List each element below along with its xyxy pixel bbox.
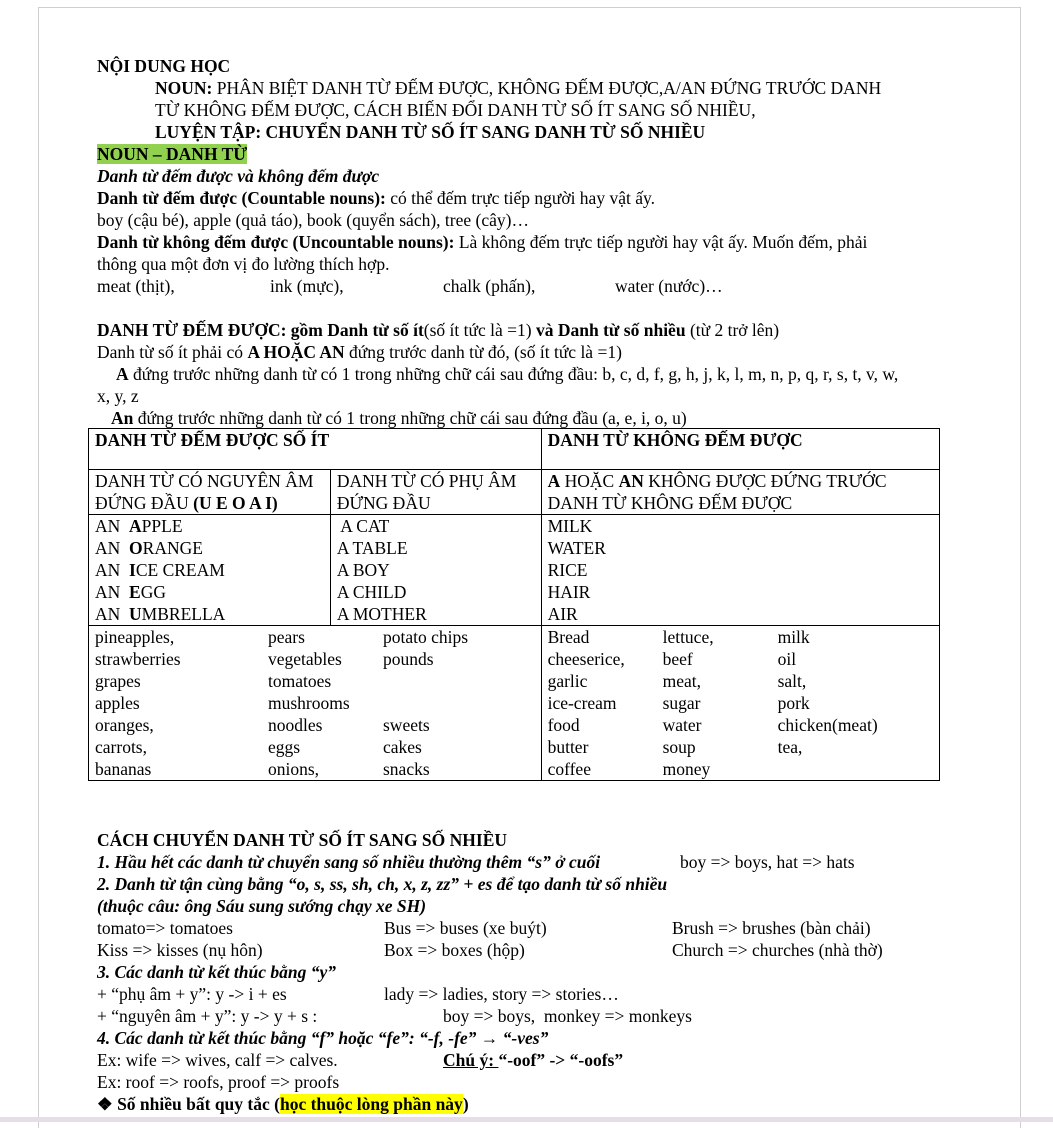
rule-3-vowel-example: boy => boys, monkey => monkeys <box>443 1006 692 1026</box>
word-item: chicken(meat) <box>777 715 878 735</box>
countable-word-list <box>89 626 542 781</box>
countable-definition: Danh từ đếm được (Countable nouns): có thể đếm trực tiếp người hay vật ấy. <box>97 188 655 208</box>
uncountable-examples <box>541 515 939 626</box>
list-item: A BOY <box>336 560 390 580</box>
word-item: vegetables <box>268 649 342 669</box>
word-item: salt, <box>777 671 807 691</box>
uncountable-example-1: meat (thịt), <box>97 276 175 296</box>
list-item: WATER <box>547 538 606 558</box>
an-article-rule: An đứng trước những danh từ có 1 trong những chữ cái sau đứng đầu (a, e, i, o, u) <box>111 408 687 428</box>
uncountable-example-2: ink (mực), <box>270 276 344 296</box>
rule-4-example-2: Ex: roof => roofs, proof => proofs <box>97 1072 340 1092</box>
practice-line: LUYỆN TẬP: CHUYỂN DANH TỪ SỐ ÍT SANG DANH TỪ SỐ NHIỀU <box>155 122 706 142</box>
noun-heading: NOUN – DANH TỪ <box>97 144 248 164</box>
list-item: HAIR <box>547 582 591 602</box>
word-item: pears <box>268 627 305 647</box>
word-item: cheeserice, <box>547 649 625 669</box>
list-item: AN ORANGE <box>95 538 203 558</box>
word-item: beef <box>662 649 693 669</box>
noun-table <box>88 428 940 781</box>
word-item: tomatoes <box>268 671 332 691</box>
word-item: onions, <box>268 759 320 779</box>
word-item: pineapples, <box>95 627 175 647</box>
a-article-rule: A đứng trước những danh từ có 1 trong những chữ cái sau đứng đầu: b, c, d, f, g, h, j, k, l, m, n, p, q, r, s, t, v, w, <box>116 364 899 384</box>
rule-3-vowel: + “nguyên âm + y”: y -> y + s : <box>97 1006 318 1026</box>
vowel-examples <box>89 515 331 626</box>
example-church: Church => churches (nhà thờ) <box>672 940 883 960</box>
vowel-header: DANH TỪ CÓ NGUYÊN ÂM ĐỨNG ĐẦU (U E O A I) <box>89 470 331 515</box>
rule-4-example: Ex: wife => wives, calf => calves. <box>97 1050 338 1070</box>
example-bus: Bus => buses (xe buýt) <box>384 918 547 938</box>
noun-topic-line-2: TỪ KHÔNG ĐẾM ĐƯỢC, CÁCH BIẾN ĐỔI DANH TỪ SỐ ÍT SANG SỐ NHIỀU, <box>155 100 756 120</box>
list-item: MILK <box>547 516 593 536</box>
word-item: ice-cream <box>547 693 617 713</box>
rule-3: 3. Các danh từ kết thúc bằng “y” <box>97 962 336 982</box>
example-tomato: tomato=> tomatoes <box>97 918 233 938</box>
word-item: sweets <box>383 715 430 735</box>
uncountable-definition-2: thông qua một đơn vị đo lường thích hợp. <box>97 254 390 274</box>
list-item: AN EGG <box>95 582 166 602</box>
page-bottom-edge <box>0 1117 1053 1122</box>
word-item: tea, <box>777 737 803 757</box>
word-item: meat, <box>662 671 701 691</box>
countable-singular-header: DANH TỪ ĐẾM ĐƯỢC SỐ ÍT <box>89 429 542 470</box>
word-item: milk <box>777 627 810 647</box>
list-item: AIR <box>547 604 578 624</box>
rule-3-consonant: + “phụ âm + y”: y -> i + es <box>97 984 287 1004</box>
list-item: RICE <box>547 560 588 580</box>
singular-rule: Danh từ số ít phải có A HOẶC AN đứng trước danh từ đó, (số ít tức là =1) <box>97 342 622 362</box>
word-item: grapes <box>95 671 141 691</box>
consonant-header: DANH TỪ CÓ PHỤ ÂM ĐỨNG ĐẦU <box>330 470 541 515</box>
document-title: NỘI DUNG HỌC <box>97 56 231 76</box>
rule-2-tip: (thuộc câu: ông Sáu sung sướng chạy xe SH) <box>97 896 427 916</box>
a-article-rule-2: x, y, z <box>97 386 139 406</box>
word-item: bananas <box>95 759 152 779</box>
word-item: apples <box>95 693 140 713</box>
list-item: A CHILD <box>336 582 407 602</box>
rule-2: 2. Danh từ tận cùng bằng “o, s, ss, sh, ch, x, z, zz” + es để tạo danh từ số nhiều <box>97 874 668 894</box>
noun-topic-line: NOUN: PHÂN BIỆT DANH TỪ ĐẾM ĐƯỢC, KHÔNG ĐẾM ĐƯỢC,A/AN ĐỨNG TRƯỚC DANH <box>155 78 882 98</box>
word-item: butter <box>547 737 589 757</box>
no-article-header: A HOẶC AN KHÔNG ĐƯỢC ĐỨNG TRƯỚC DANH TỪ KHÔNG ĐẾM ĐƯỢC <box>541 470 939 515</box>
list-item: AN ICE CREAM <box>95 560 225 580</box>
word-item: Bread <box>547 627 590 647</box>
example-box: Box => boxes (hộp) <box>384 940 525 960</box>
bullet-icon: ❖ <box>97 1094 113 1114</box>
list-item: A TABLE <box>336 538 408 558</box>
list-item: AN UMBRELLA <box>95 604 226 624</box>
list-item: AN APPLE <box>95 516 183 536</box>
list-item: A CAT <box>336 516 390 536</box>
word-item: snacks <box>383 759 430 779</box>
irregular-plural-line: ❖ Số nhiều bất quy tắc (học thuộc lòng phần này) <box>97 1094 469 1114</box>
uncountable-example-3: chalk (phấn), <box>443 276 536 296</box>
word-item: pounds <box>383 649 434 669</box>
word-item: water <box>662 715 702 735</box>
word-item: carrots, <box>95 737 147 757</box>
word-item: eggs <box>268 737 301 757</box>
word-item: money <box>662 759 711 779</box>
plural-rules-heading: CÁCH CHUYỂN DANH TỪ SỐ ÍT SANG SỐ NHIỀU <box>97 830 508 850</box>
consonant-examples <box>330 515 541 626</box>
word-item: cakes <box>383 737 422 757</box>
rule-1: 1. Hầu hết các danh từ chuyển sang số nhiều thường thêm “s” ở cuối <box>97 852 601 872</box>
uncountable-word-list <box>541 626 939 781</box>
uncountable-definition: Danh từ không đếm được (Uncountable nouns): Là không đếm trực tiếp người hay vật ấy. Muốn đếm, phải <box>97 232 868 252</box>
countable-summary: DANH TỪ ĐẾM ĐƯỢC: gồm Danh từ số ít(số ít tức là =1) và Danh từ số nhiều (từ 2 trở lên) <box>97 320 780 340</box>
word-item: sugar <box>662 693 701 713</box>
countable-examples: boy (cậu bé), apple (quả táo), book (quyển sách), tree (cây)… <box>97 210 529 230</box>
rule-4-note: Chú ý: “-oof” -> “-oofs” <box>443 1050 624 1070</box>
word-item: noodles <box>268 715 323 735</box>
uncountable-example-4: water (nước)… <box>615 276 723 296</box>
word-item: oil <box>777 649 797 669</box>
word-item: soup <box>662 737 696 757</box>
example-kiss: Kiss => kisses (nụ hôn) <box>97 940 263 960</box>
word-item: garlic <box>547 671 588 691</box>
word-item: strawberries <box>95 649 181 669</box>
rule-4: 4. Các danh từ kết thúc bằng “f” hoặc “fe”: “-f, -fe” → “-ves” <box>97 1028 549 1048</box>
word-item: oranges, <box>95 715 154 735</box>
word-item: mushrooms <box>268 693 350 713</box>
noun-subheading: Danh từ đếm được và không đếm được <box>97 166 380 186</box>
rule-1-example: boy => boys, hat => hats <box>680 852 855 872</box>
word-item: pork <box>777 693 810 713</box>
word-item: potato chips <box>383 627 469 647</box>
example-brush: Brush => brushes (bàn chải) <box>672 918 871 938</box>
list-item: A MOTHER <box>336 604 427 624</box>
word-item: lettuce, <box>662 627 714 647</box>
word-item: coffee <box>547 759 591 779</box>
rule-3-consonant-example: lady => ladies, story => stories… <box>384 984 619 1004</box>
uncountable-header: DANH TỪ KHÔNG ĐẾM ĐƯỢC <box>541 429 939 470</box>
word-item: food <box>547 715 580 735</box>
